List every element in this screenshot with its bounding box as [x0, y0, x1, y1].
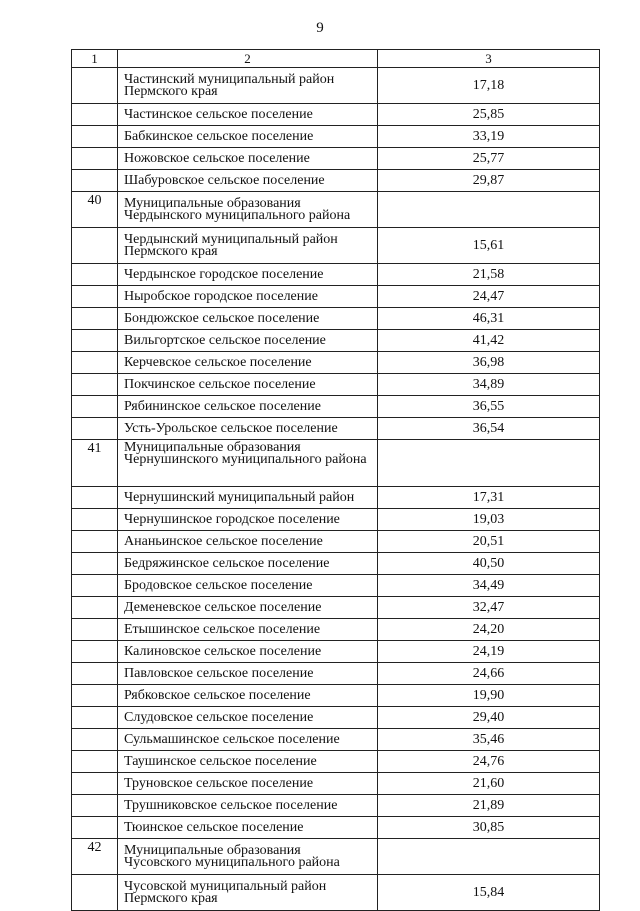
table-row: [72, 440, 600, 487]
coefficient-value-cell: 25,85: [378, 104, 600, 126]
municipality-name-cell: Муниципальные образования Чернушинского муниципального района: [118, 440, 378, 487]
row-number-cell: [72, 875, 118, 911]
row-number-cell: [72, 170, 118, 192]
table-row: [72, 875, 600, 911]
coefficient-value-cell: 24,19: [378, 641, 600, 663]
row-number-cell: [72, 707, 118, 729]
coefficient-value-cell: 40,50: [378, 553, 600, 575]
column-header-2: 2: [118, 50, 378, 68]
row-number-cell: [72, 126, 118, 148]
municipality-name-cell: Шабуровское сельское поселение: [118, 170, 378, 192]
column-header-1: 1: [72, 50, 118, 68]
row-number-cell: [72, 68, 118, 104]
table-row: [72, 148, 600, 170]
table-row: [72, 286, 600, 308]
row-number-cell: [72, 817, 118, 839]
municipality-name-cell: Етышинское сельское поселение: [118, 619, 378, 641]
municipality-name-cell: Частинское сельское поселение: [118, 104, 378, 126]
municipality-name-cell: Чусовской муниципальный район Пермского края: [118, 875, 378, 911]
municipality-name-cell: Чернушинское городское поселение: [118, 509, 378, 531]
table-row: [72, 264, 600, 286]
coefficient-value-cell: [378, 839, 600, 875]
row-number-cell: 42: [72, 839, 118, 875]
coefficient-value-cell: 35,46: [378, 729, 600, 751]
coefficient-value-cell: 29,87: [378, 170, 600, 192]
municipality-name-cell: Чердынский муниципальный район Пермского края: [118, 228, 378, 264]
row-number-cell: [72, 374, 118, 396]
table-row: [72, 192, 600, 228]
row-number-cell: [72, 104, 118, 126]
row-number-cell: [72, 286, 118, 308]
municipality-name-cell: Таушинское сельское поселение: [118, 751, 378, 773]
coefficient-value-cell: 36,98: [378, 352, 600, 374]
table-row: [72, 619, 600, 641]
coefficient-value-cell: 15,84: [378, 875, 600, 911]
coefficient-value-cell: 25,77: [378, 148, 600, 170]
municipality-name-cell: Слудовское сельское поселение: [118, 707, 378, 729]
coefficient-value-cell: 32,47: [378, 597, 600, 619]
table-row: [72, 575, 600, 597]
municipality-name-cell: Ныробское городское поселение: [118, 286, 378, 308]
page-number: 9: [316, 20, 324, 36]
table-row: [72, 487, 600, 509]
table-row: [72, 228, 600, 264]
municipality-name-cell: Муниципальные образования Чердынского муниципального района: [118, 192, 378, 228]
row-number-cell: [72, 330, 118, 352]
row-number-cell: [72, 487, 118, 509]
table-row: [72, 795, 600, 817]
coefficient-value-cell: 34,49: [378, 575, 600, 597]
coefficient-value-cell: [378, 440, 600, 487]
coefficient-value-cell: 34,89: [378, 374, 600, 396]
municipality-name-cell: Ананьинское сельское поселение: [118, 531, 378, 553]
municipality-name-cell: Керчевское сельское поселение: [118, 352, 378, 374]
table-row: [72, 509, 600, 531]
coefficient-value-cell: 36,55: [378, 396, 600, 418]
row-number-cell: [72, 509, 118, 531]
row-number-cell: [72, 352, 118, 374]
coefficient-value-cell: 33,19: [378, 126, 600, 148]
municipality-name-cell: Рябковское сельское поселение: [118, 685, 378, 707]
municipality-name-cell: Ножовское сельское поселение: [118, 148, 378, 170]
municipality-name-cell: Вильгортское сельское поселение: [118, 330, 378, 352]
table-row: [72, 817, 600, 839]
coefficient-value-cell: 21,60: [378, 773, 600, 795]
municipality-name-cell: Бондюжское сельское поселение: [118, 308, 378, 330]
table-row: [72, 839, 600, 875]
municipality-name-cell: Бабкинское сельское поселение: [118, 126, 378, 148]
coefficient-value-cell: 41,42: [378, 330, 600, 352]
table-header-row: [72, 50, 600, 68]
municipality-name-cell: Усть-Урольское сельское поселение: [118, 418, 378, 440]
municipality-name-cell: Бедряжинское сельское поселение: [118, 553, 378, 575]
row-number-cell: [72, 396, 118, 418]
coefficient-value-cell: 36,54: [378, 418, 600, 440]
table-row: [72, 374, 600, 396]
row-number-cell: [72, 773, 118, 795]
data-table: [71, 49, 600, 911]
table-row: [72, 418, 600, 440]
coefficient-value-cell: 21,89: [378, 795, 600, 817]
table-row: [72, 751, 600, 773]
table-row: [72, 707, 600, 729]
coefficient-value-cell: [378, 192, 600, 228]
table-row: [72, 170, 600, 192]
table-row: [72, 330, 600, 352]
row-number-cell: [72, 597, 118, 619]
municipality-name-cell: Муниципальные образования Чусовского муниципального района: [118, 839, 378, 875]
municipality-name-cell: Покчинское сельское поселение: [118, 374, 378, 396]
coefficient-value-cell: 19,03: [378, 509, 600, 531]
municipality-name-cell: Калиновское сельское поселение: [118, 641, 378, 663]
row-number-cell: [72, 575, 118, 597]
row-number-cell: [72, 553, 118, 575]
coefficient-value-cell: 24,47: [378, 286, 600, 308]
table-row: [72, 352, 600, 374]
row-number-cell: [72, 685, 118, 707]
municipality-name-cell: Частинский муниципальный район Пермского края: [118, 68, 378, 104]
municipality-name-cell: Рябининское сельское поселение: [118, 396, 378, 418]
row-number-cell: [72, 751, 118, 773]
table-row: [72, 308, 600, 330]
table-row: [72, 641, 600, 663]
coefficient-value-cell: 29,40: [378, 707, 600, 729]
row-number-cell: [72, 729, 118, 751]
coefficient-value-cell: 17,31: [378, 487, 600, 509]
coefficient-value-cell: 24,76: [378, 751, 600, 773]
row-number-cell: [72, 264, 118, 286]
row-number-cell: [72, 663, 118, 685]
municipality-name-cell: Чернушинский муниципальный район: [118, 487, 378, 509]
table-row: [72, 396, 600, 418]
table-row: [72, 126, 600, 148]
table-row: [72, 68, 600, 104]
row-number-cell: [72, 619, 118, 641]
row-number-cell: [72, 641, 118, 663]
table-row: [72, 104, 600, 126]
municipality-name-cell: Павловское сельское поселение: [118, 663, 378, 685]
table-row: [72, 531, 600, 553]
row-number-cell: [72, 418, 118, 440]
row-number-cell: [72, 531, 118, 553]
municipality-name-cell: Трушниковское сельское поселение: [118, 795, 378, 817]
coefficient-value-cell: 24,20: [378, 619, 600, 641]
coefficient-value-cell: 30,85: [378, 817, 600, 839]
row-number-cell: 40: [72, 192, 118, 228]
coefficient-value-cell: 21,58: [378, 264, 600, 286]
column-header-3: 3: [378, 50, 600, 68]
coefficient-value-cell: 46,31: [378, 308, 600, 330]
row-number-cell: [72, 148, 118, 170]
municipality-name-cell: Бродовское сельское поселение: [118, 575, 378, 597]
table-row: [72, 773, 600, 795]
row-number-cell: [72, 308, 118, 330]
row-number-cell: [72, 228, 118, 264]
row-number-cell: 41: [72, 440, 118, 487]
coefficient-value-cell: 19,90: [378, 685, 600, 707]
municipality-name-cell: Тюинское сельское поселение: [118, 817, 378, 839]
coefficient-value-cell: 24,66: [378, 663, 600, 685]
coefficient-value-cell: 17,18: [378, 68, 600, 104]
row-number-cell: [72, 795, 118, 817]
table-row: [72, 597, 600, 619]
table-row: [72, 663, 600, 685]
municipality-name-cell: Чердынское городское поселение: [118, 264, 378, 286]
table-row: [72, 685, 600, 707]
coefficient-value-cell: 20,51: [378, 531, 600, 553]
table-row: [72, 729, 600, 751]
table-row: [72, 553, 600, 575]
municipality-name-cell: Деменевское сельское поселение: [118, 597, 378, 619]
coefficient-value-cell: 15,61: [378, 228, 600, 264]
municipality-name-cell: Труновское сельское поселение: [118, 773, 378, 795]
municipality-name-cell: Сульмашинское сельское поселение: [118, 729, 378, 751]
